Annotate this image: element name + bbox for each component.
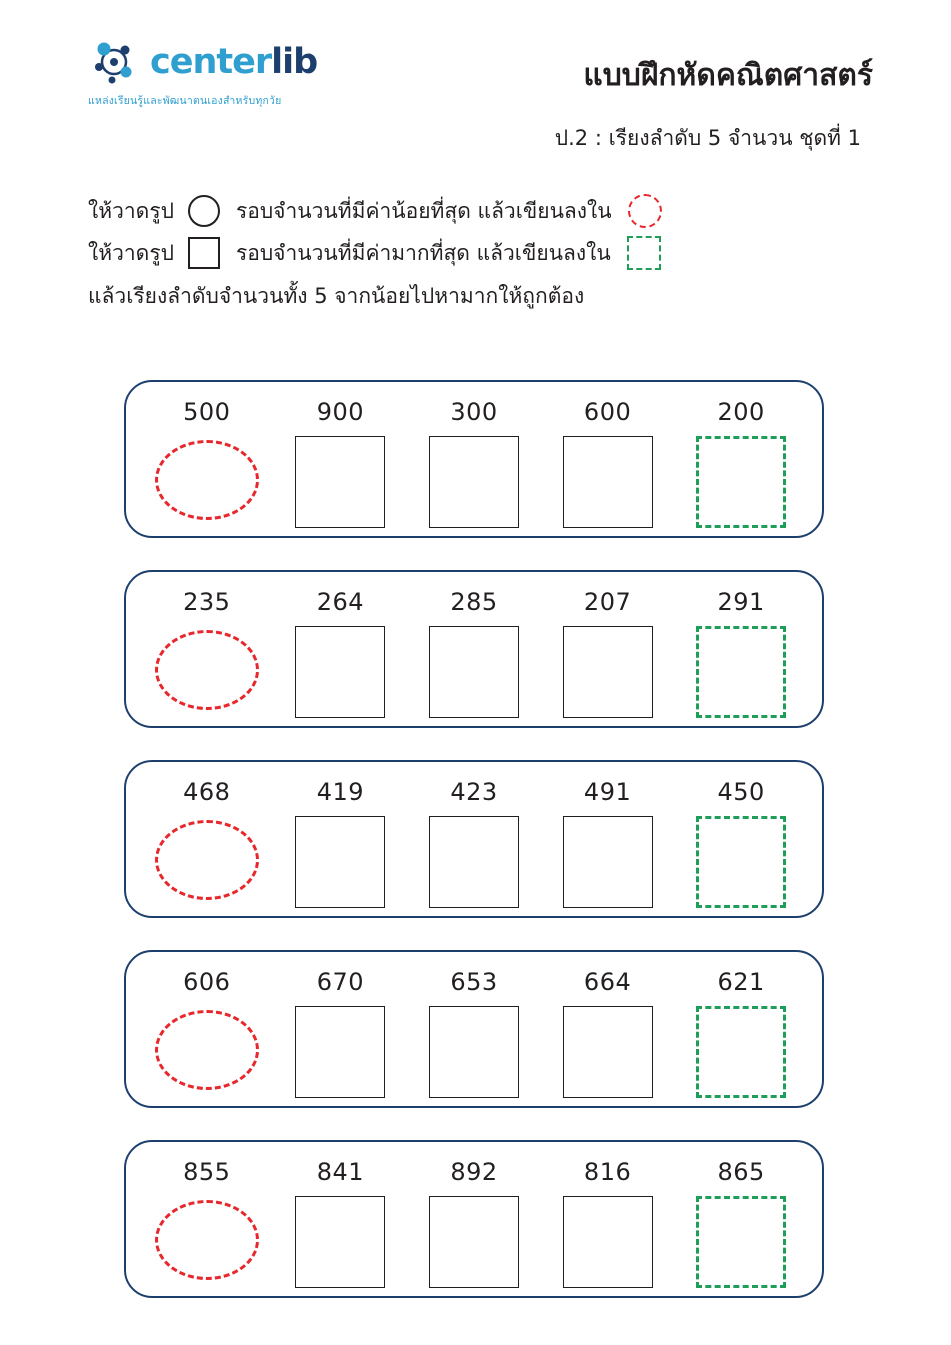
number-label: 670: [316, 968, 365, 996]
problem-cell: [280, 762, 400, 908]
problem-cell: [147, 572, 267, 710]
number-label: 291: [717, 588, 765, 616]
answer-box-field[interactable]: [429, 1196, 519, 1288]
molecule-logo-icon: [88, 36, 140, 88]
page-header: [0, 0, 951, 175]
problem-cell: [280, 952, 400, 1098]
problem-cell: [414, 572, 534, 718]
number-label: 300: [450, 398, 498, 426]
answer-square-field[interactable]: [696, 436, 786, 528]
number-label: 285: [450, 588, 498, 616]
number-label: 664: [583, 968, 632, 996]
logo: [88, 36, 348, 109]
answer-box-field[interactable]: [295, 1196, 385, 1288]
number-label: 841: [316, 1158, 365, 1186]
square-outline-icon: [188, 237, 220, 269]
instruction-2-text-a: ให้วาดรูป: [88, 240, 174, 265]
page-subtitle: ป.2 : เรียงลำดับ 5 จำนวน ชุดที่ 1: [554, 126, 861, 150]
red-dashed-circle-icon: [628, 194, 662, 228]
number-label: 600: [583, 398, 632, 426]
number-label: 207: [583, 588, 632, 616]
instructions-block: [88, 190, 878, 313]
number-label: 491: [583, 778, 632, 806]
problem-cell: [681, 572, 801, 718]
problem-cell: [681, 952, 801, 1098]
problem-cell: [147, 1142, 267, 1280]
answer-square-field[interactable]: [696, 1196, 786, 1288]
answer-box-field[interactable]: [429, 626, 519, 718]
problem-cell: [548, 952, 668, 1098]
page-title: แบบฝึกหัดคณิตศาสตร์: [583, 58, 873, 93]
answer-box-field[interactable]: [295, 436, 385, 528]
problem-cell: [681, 382, 801, 528]
answer-box-field[interactable]: [295, 1006, 385, 1098]
number-label: 200: [717, 398, 765, 426]
number-label: 653: [450, 968, 498, 996]
answer-box-field[interactable]: [563, 1006, 653, 1098]
answer-circle-field[interactable]: [155, 1010, 259, 1090]
problem-cell: [681, 762, 801, 908]
problem-row: [124, 1140, 824, 1298]
number-label: 606: [183, 968, 231, 996]
number-label: 865: [717, 1158, 765, 1186]
number-label: 450: [717, 778, 765, 806]
problem-cell: [280, 572, 400, 718]
answer-box-field[interactable]: [563, 816, 653, 908]
number-label: 419: [316, 778, 365, 806]
answer-box-field[interactable]: [563, 1196, 653, 1288]
problem-row: [124, 570, 824, 728]
number-label: 500: [183, 398, 231, 426]
circle-outline-icon: [188, 195, 220, 227]
instruction-1-text-a: ให้วาดรูป: [88, 198, 174, 223]
instruction-line-2: [88, 232, 878, 274]
number-label: 621: [717, 968, 765, 996]
green-dashed-square-icon: [627, 236, 661, 270]
problem-row: [124, 950, 824, 1108]
logo-text-center: center: [150, 41, 272, 82]
number-label: 423: [450, 778, 498, 806]
answer-box-field[interactable]: [563, 436, 653, 528]
instruction-line-3: แล้วเรียงลำดับจำนวนทั้ง 5 จากน้อยไปหามากให้ถูกต้อง: [88, 284, 585, 308]
problem-cell: [414, 382, 534, 528]
answer-box-field[interactable]: [429, 1006, 519, 1098]
number-label: 264: [316, 588, 365, 616]
problem-cell: [548, 762, 668, 908]
answer-circle-field[interactable]: [155, 440, 259, 520]
problem-cell: [548, 572, 668, 718]
problem-cell: [414, 952, 534, 1098]
problem-rows: [124, 380, 824, 1330]
number-label: 900: [316, 398, 365, 426]
number-label: 235: [183, 588, 231, 616]
answer-circle-field[interactable]: [155, 1200, 259, 1280]
number-label: 468: [183, 778, 231, 806]
problem-cell: [548, 1142, 668, 1288]
number-label: 892: [450, 1158, 498, 1186]
answer-box-field[interactable]: [429, 816, 519, 908]
number-label: 855: [183, 1158, 231, 1186]
instruction-2-text-b: รอบจำนวนที่มีค่ามากที่สุด แล้วเขียนลงใน: [235, 240, 611, 265]
number-label: 816: [583, 1158, 632, 1186]
problem-cell: [548, 382, 668, 528]
problem-cell: [414, 762, 534, 908]
logo-wordmark: [150, 41, 318, 82]
answer-square-field[interactable]: [696, 1006, 786, 1098]
instruction-line-1: [88, 190, 878, 232]
answer-box-field[interactable]: [295, 816, 385, 908]
answer-box-field[interactable]: [563, 626, 653, 718]
answer-square-field[interactable]: [696, 626, 786, 718]
problem-cell: [280, 382, 400, 528]
answer-circle-field[interactable]: [155, 820, 259, 900]
answer-box-field[interactable]: [295, 626, 385, 718]
answer-circle-field[interactable]: [155, 630, 259, 710]
logo-text-lib: lib: [271, 41, 318, 82]
problem-cell: [681, 1142, 801, 1288]
logo-tagline: แหล่งเรียนรู้และพัฒนาตนเองสำหรับทุกวัย: [88, 95, 282, 107]
problem-row: [124, 380, 824, 538]
problem-cell: [147, 762, 267, 900]
instruction-1-text-b: รอบจำนวนที่มีค่าน้อยที่สุด แล้วเขียนลงใน: [235, 198, 612, 223]
problem-cell: [147, 382, 267, 520]
problem-row: [124, 760, 824, 918]
problem-cell: [414, 1142, 534, 1288]
answer-box-field[interactable]: [429, 436, 519, 528]
answer-square-field[interactable]: [696, 816, 786, 908]
problem-cell: [147, 952, 267, 1090]
problem-cell: [280, 1142, 400, 1288]
